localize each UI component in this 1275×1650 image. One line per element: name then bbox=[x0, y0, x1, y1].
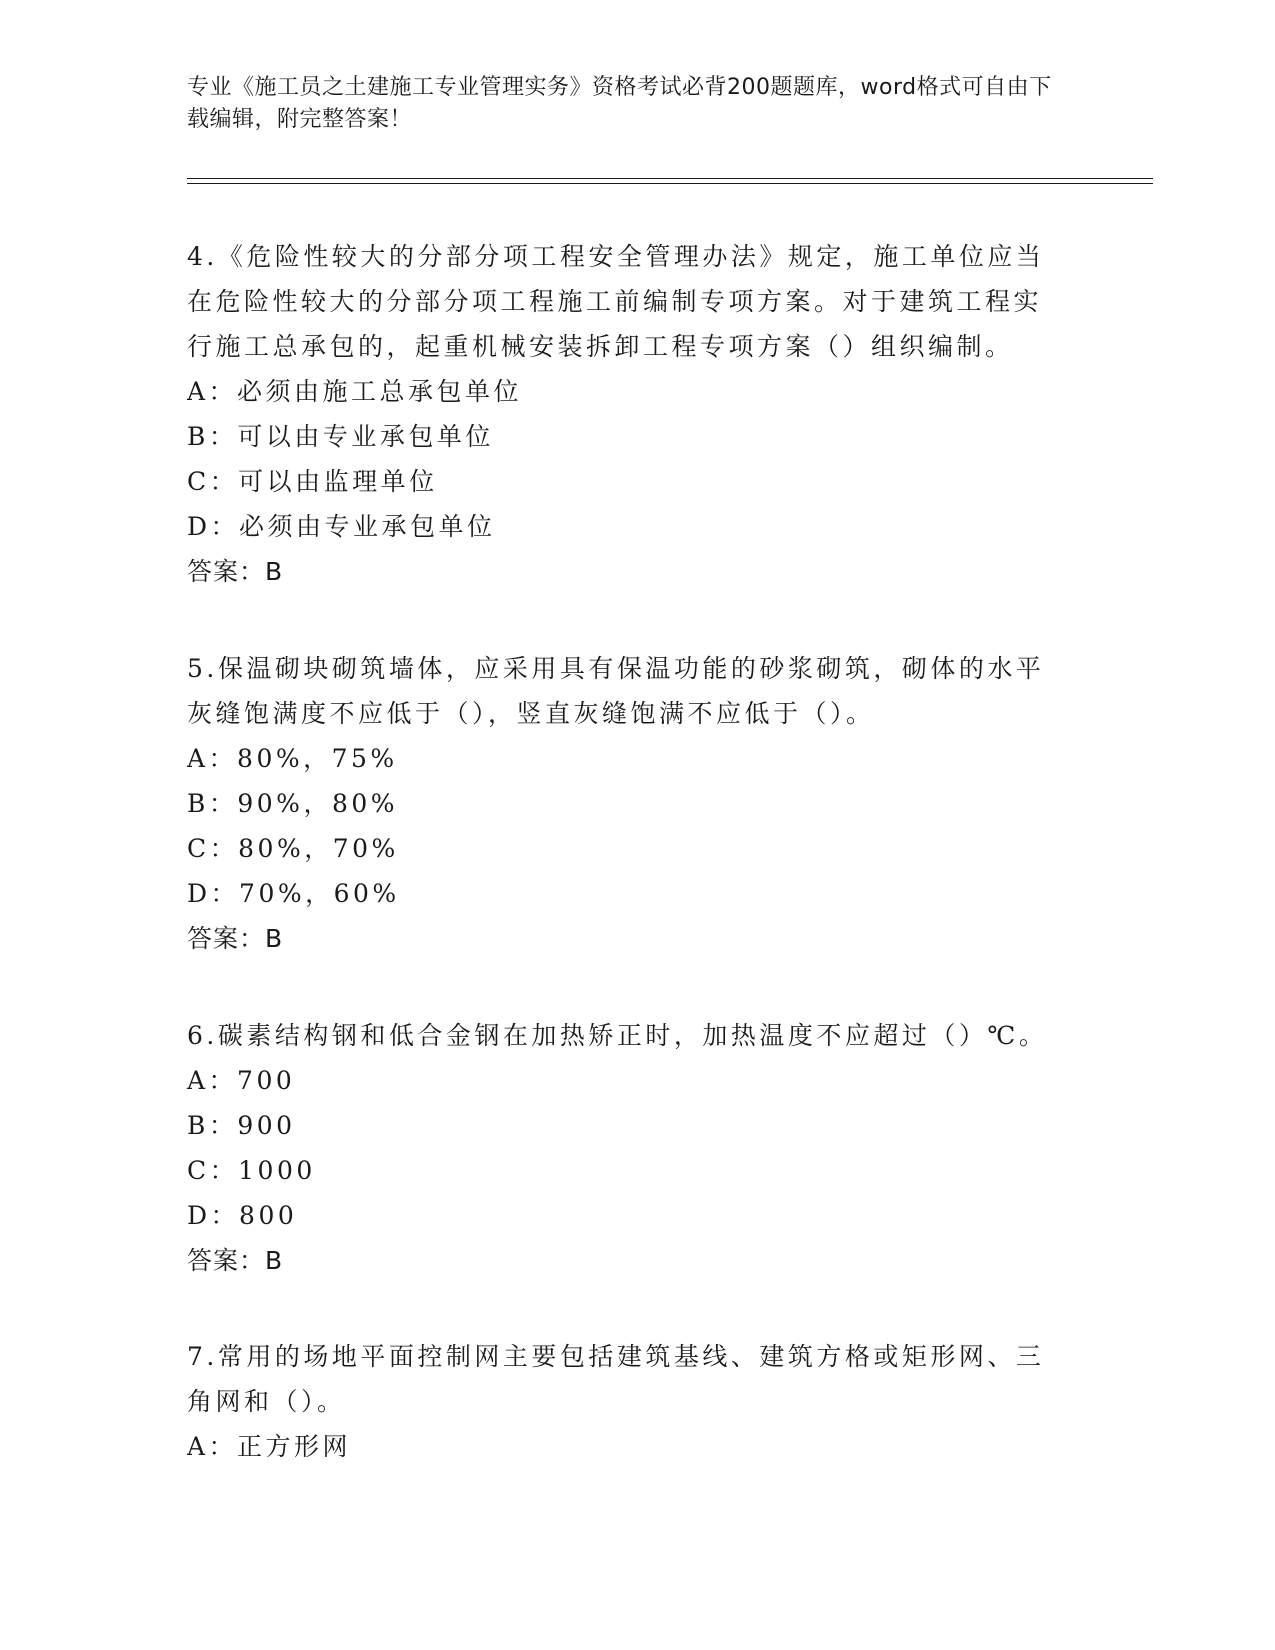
answer: 答案：B bbox=[187, 924, 284, 953]
option-d: D：70%，60% bbox=[187, 879, 400, 908]
question-stem: 7.常用的场地平面控制网主要包括建筑基线、建筑方格或矩形网、三角网和（）。 bbox=[187, 1342, 1045, 1416]
question-6 bbox=[187, 1013, 1067, 1283]
question-5 bbox=[187, 646, 1067, 961]
option-a: A：必须由施工总承包单位 bbox=[187, 377, 523, 406]
question-stem: 4.《危险性较大的分部分项工程安全管理办法》规定，施工单位应当在危险性较大的分部分项工程施工前编制专项方案。对于建筑工程实行施工总承包的，起重机械安装拆卸工程专项方案（）组织编制。 bbox=[187, 242, 1045, 361]
question-7 bbox=[187, 1334, 1067, 1469]
option-d: D：800 bbox=[187, 1201, 298, 1230]
question-4 bbox=[187, 234, 1067, 594]
option-b: B：可以由专业承包单位 bbox=[187, 422, 494, 451]
question-stem: 5.保温砌块砌筑墙体，应采用具有保温功能的砂浆砌筑，砌体的水平灰缝饱满度不应低于（），竖直灰缝饱满不应低于（）。 bbox=[187, 654, 1045, 728]
option-c: C：可以由监理单位 bbox=[187, 467, 438, 496]
option-b: B：90%，80% bbox=[187, 789, 399, 818]
option-a: A：正方形网 bbox=[187, 1432, 352, 1461]
option-c: C：1000 bbox=[187, 1156, 316, 1185]
document-header: 专业《施工员之土建施工专业管理实务》资格考试必背200题题库，word格式可自由下载编辑，附完整答案！ bbox=[187, 75, 1052, 132]
option-b: B：900 bbox=[187, 1111, 296, 1140]
header-divider-bottom bbox=[187, 183, 1153, 184]
option-a: A：80%，75% bbox=[187, 744, 398, 773]
question-stem: 6.碳素结构钢和低合金钢在加热矫正时，加热温度不应超过（）℃。 bbox=[187, 1021, 1048, 1050]
header-divider-top bbox=[187, 178, 1153, 179]
answer: 答案：B bbox=[187, 1246, 284, 1275]
option-c: C：80%，70% bbox=[187, 834, 399, 863]
option-a: A：700 bbox=[187, 1066, 296, 1095]
answer: 答案：B bbox=[187, 557, 284, 586]
option-d: D：必须由专业承包单位 bbox=[187, 512, 496, 541]
